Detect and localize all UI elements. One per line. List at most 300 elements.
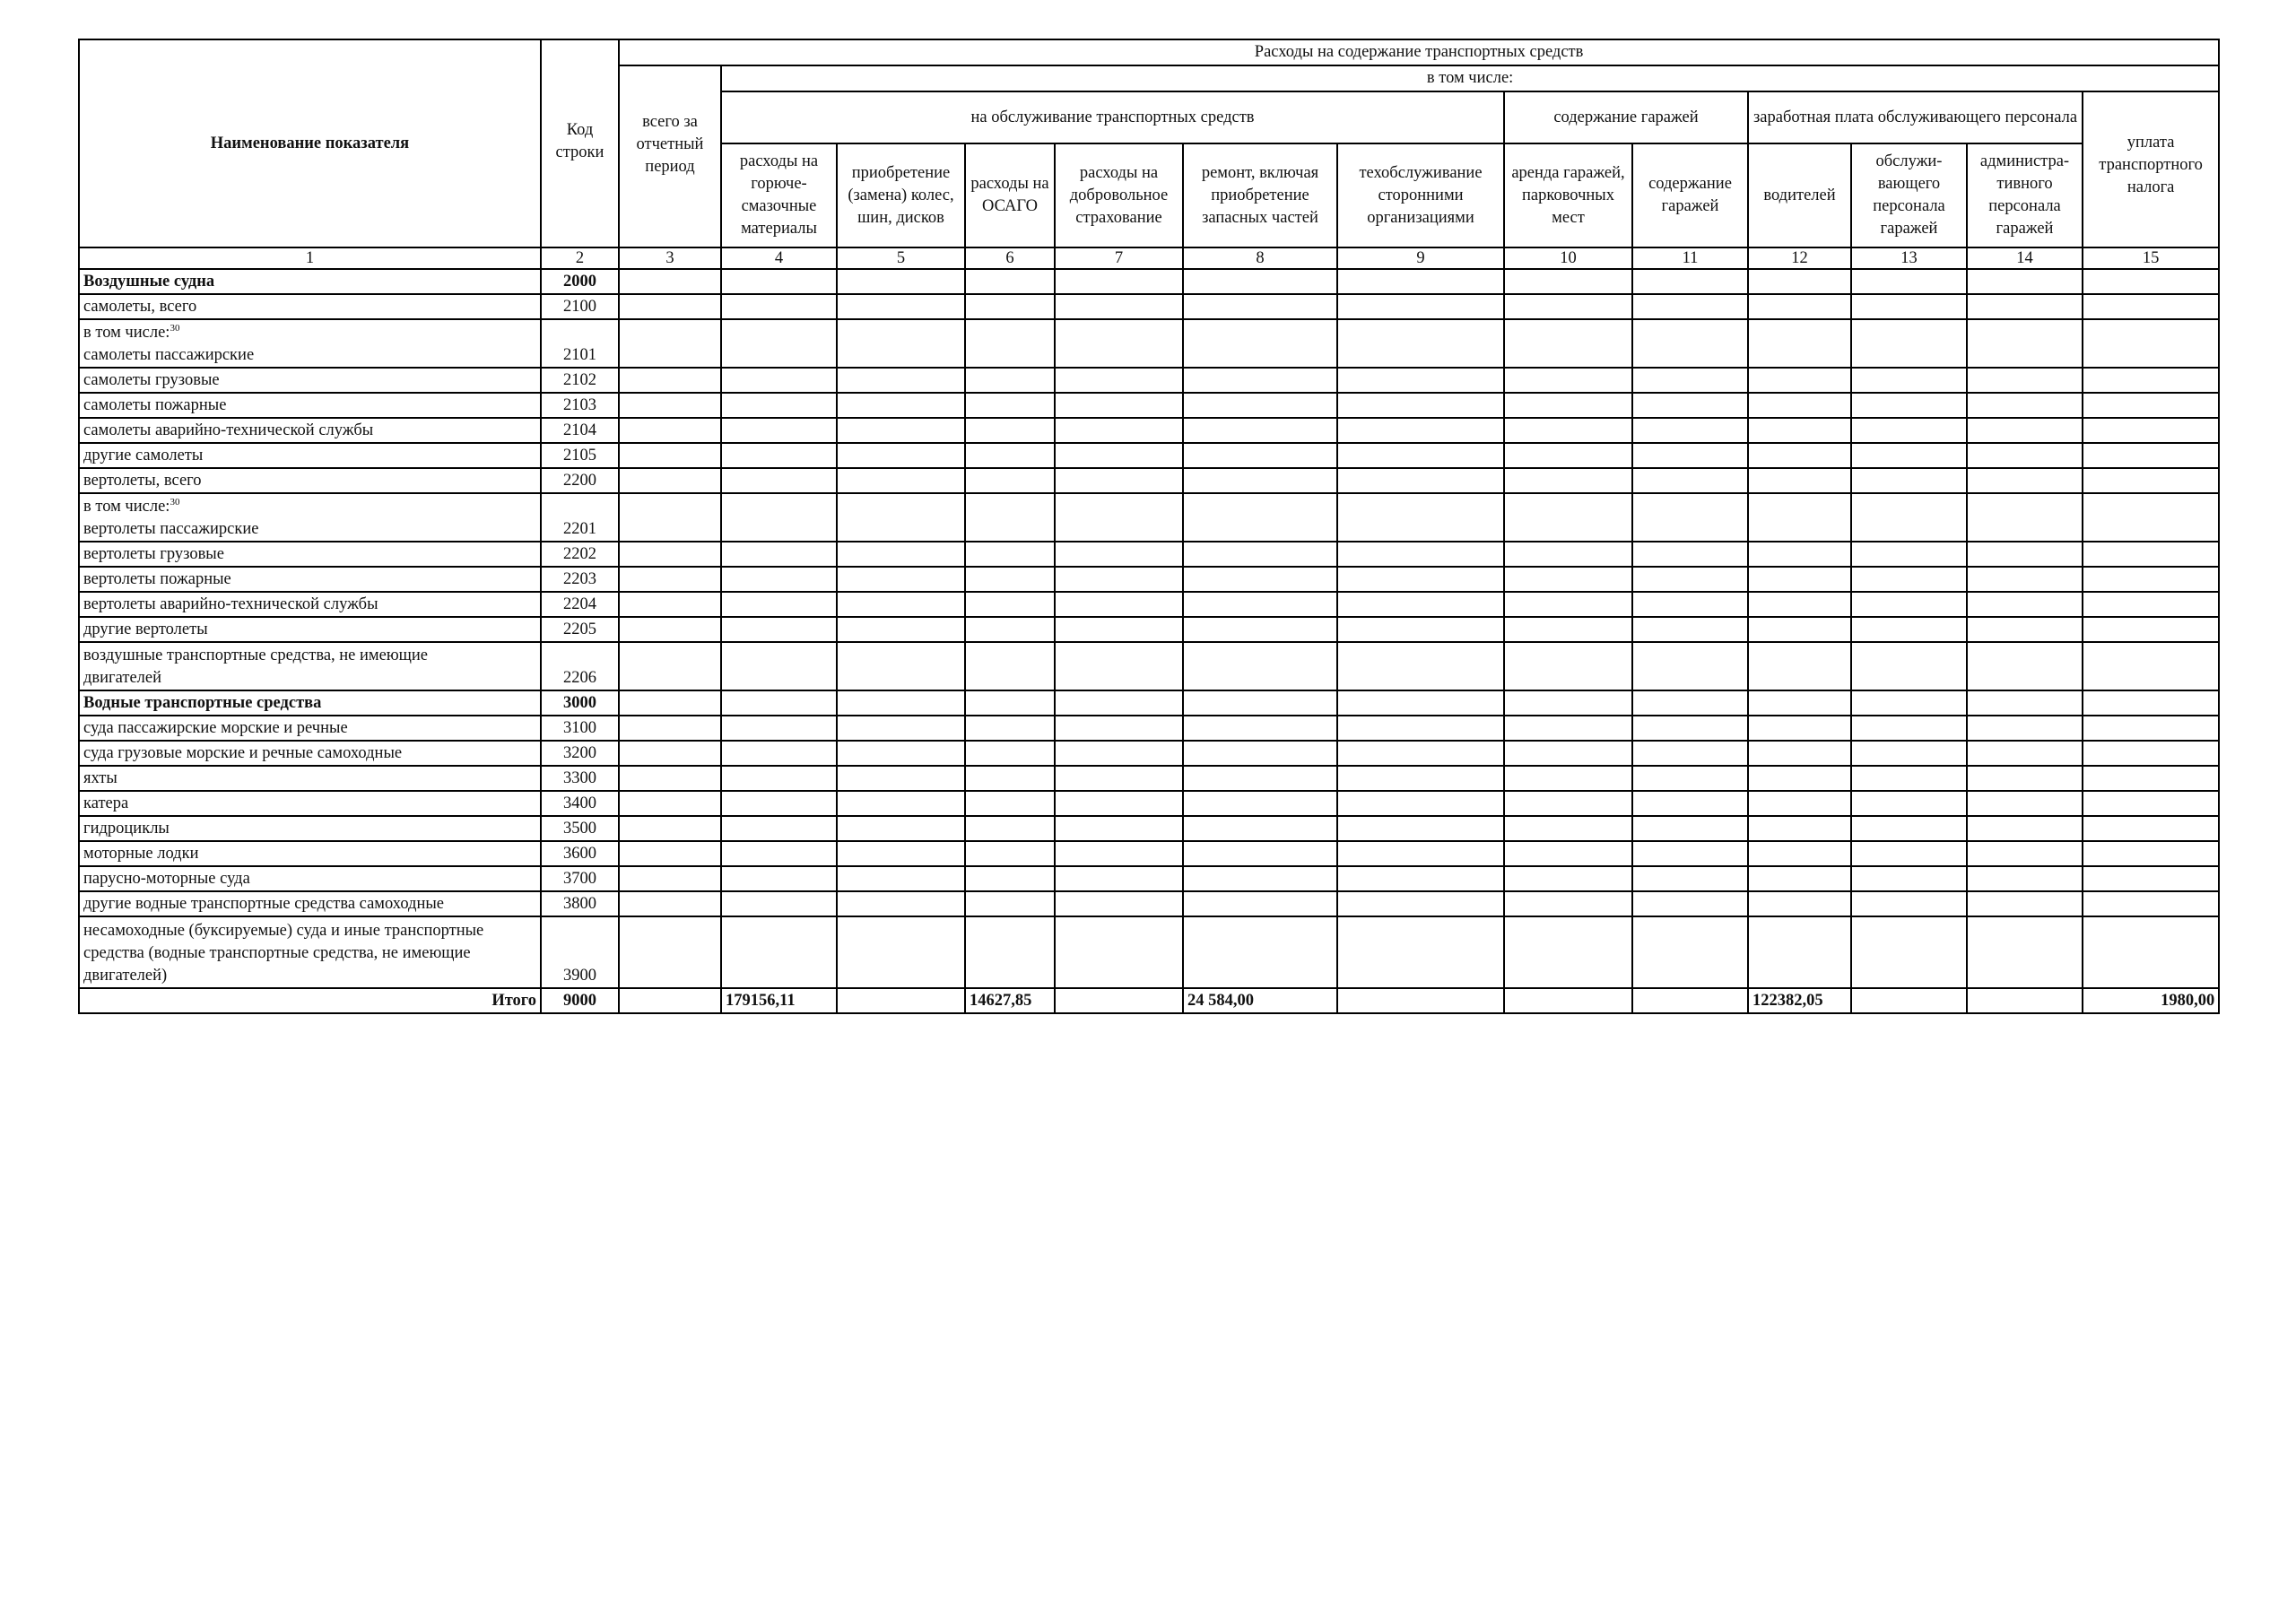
column-number: 10 xyxy=(1504,247,1632,269)
value-cell xyxy=(1851,690,1967,716)
value-cell xyxy=(837,791,965,816)
indicator-name xyxy=(79,418,541,443)
row-code: 3800 xyxy=(541,891,619,916)
value-cell xyxy=(837,642,965,690)
value-cell xyxy=(619,493,721,542)
value-cell xyxy=(1183,866,1337,891)
value-cell xyxy=(837,443,965,468)
value-cell xyxy=(721,418,837,443)
value-cell xyxy=(837,841,965,866)
value-cell xyxy=(1504,916,1632,988)
value-cell xyxy=(837,493,965,542)
value-cell xyxy=(1632,493,1748,542)
value-cell xyxy=(1337,443,1504,468)
table-row xyxy=(79,816,2219,841)
salary-header: заработная плата обслуживающего персонала xyxy=(1748,91,2083,143)
table-row xyxy=(79,393,2219,418)
indicator-name-header: Наименование показателя xyxy=(79,39,541,247)
row-code: 2205 xyxy=(541,617,619,642)
value-cell xyxy=(1337,418,1504,443)
table-row xyxy=(79,766,2219,791)
repair-header: ремонт, включая приобретение запасных частей xyxy=(1183,143,1337,247)
indicator-label: гидроциклы xyxy=(83,820,170,838)
row-code: 3400 xyxy=(541,791,619,816)
value-cell xyxy=(619,294,721,319)
value-cell xyxy=(837,368,965,393)
value-cell xyxy=(2083,716,2219,741)
value-cell xyxy=(1337,493,1504,542)
column-number: 9 xyxy=(1337,247,1504,269)
value-cell xyxy=(721,841,837,866)
value-cell xyxy=(2083,542,2219,567)
value-cell xyxy=(1851,716,1967,741)
value-cell xyxy=(837,269,965,294)
value-cell xyxy=(1967,269,2083,294)
value-cell xyxy=(1504,841,1632,866)
row-code: 2102 xyxy=(541,368,619,393)
value-cell xyxy=(1967,418,2083,443)
value-cell xyxy=(619,443,721,468)
value-cell xyxy=(721,690,837,716)
value-cell xyxy=(1851,493,1967,542)
indicator-name xyxy=(79,791,541,816)
value-cell xyxy=(1504,418,1632,443)
value-cell xyxy=(965,617,1055,642)
service-staff-header: обслужи-вающего персонала гаражей xyxy=(1851,143,1967,247)
fuel-header: расходы на горюче-смазочные материалы xyxy=(721,143,837,247)
value-cell xyxy=(1055,468,1183,493)
indicator-label: парусно-моторные суда xyxy=(83,870,250,888)
value-cell xyxy=(1183,690,1337,716)
value-cell xyxy=(1183,542,1337,567)
value-cell xyxy=(837,766,965,791)
third-party-service-header: техобслуживание сторонними организациями xyxy=(1337,143,1504,247)
value-cell xyxy=(619,368,721,393)
value-cell xyxy=(1504,567,1632,592)
value-cell xyxy=(1337,866,1504,891)
value-cell xyxy=(2083,468,2219,493)
value-cell xyxy=(837,592,965,617)
value-cell xyxy=(1504,766,1632,791)
footnote-ref: 30 xyxy=(170,322,180,334)
value-cell xyxy=(619,617,721,642)
value-cell xyxy=(1183,269,1337,294)
value-cell xyxy=(2083,567,2219,592)
value-cell xyxy=(1183,368,1337,393)
table-row xyxy=(79,690,2219,716)
value-cell xyxy=(1967,443,2083,468)
row-code: 2204 xyxy=(541,592,619,617)
value-cell xyxy=(1748,741,1851,766)
value-cell xyxy=(619,690,721,716)
subheading-label: в том числе: xyxy=(83,324,170,342)
value-cell xyxy=(965,741,1055,766)
value-cell xyxy=(1967,891,2083,916)
value-cell xyxy=(1748,891,1851,916)
value-cell xyxy=(1055,393,1183,418)
value-cell xyxy=(1967,791,2083,816)
indicator-name xyxy=(79,368,541,393)
value-cell xyxy=(721,617,837,642)
value-cell xyxy=(619,592,721,617)
value-cell xyxy=(2083,816,2219,841)
value-cell xyxy=(1055,642,1183,690)
value-cell xyxy=(1632,642,1748,690)
total-value xyxy=(1504,988,1632,1013)
value-cell xyxy=(1967,816,2083,841)
value-cell xyxy=(1851,443,1967,468)
indicator-label: катера xyxy=(83,794,129,812)
table-row xyxy=(79,542,2219,567)
value-cell xyxy=(1504,690,1632,716)
indicator-label: несамоходные (буксируемые) суда и иные транспортные средства (водные транспортные средства, не имеющие двигателей) xyxy=(83,922,484,985)
indicator-label: Воздушные судна xyxy=(83,273,215,291)
indicator-name xyxy=(79,891,541,916)
indicator-label: вертолеты аварийно-технической службы xyxy=(83,595,378,613)
column-number: 6 xyxy=(965,247,1055,269)
value-cell xyxy=(1337,269,1504,294)
value-cell xyxy=(1337,542,1504,567)
column-number: 11 xyxy=(1632,247,1748,269)
value-cell xyxy=(1967,617,2083,642)
value-cell xyxy=(1632,916,1748,988)
value-cell xyxy=(965,816,1055,841)
indicator-label: самолеты грузовые xyxy=(83,371,220,389)
value-cell xyxy=(1055,866,1183,891)
expenses-form-table xyxy=(78,39,2220,1014)
value-cell xyxy=(837,716,965,741)
table-row xyxy=(79,916,2219,988)
indicator-label: яхты xyxy=(83,769,117,787)
value-cell xyxy=(1183,443,1337,468)
table-row xyxy=(79,642,2219,690)
value-cell xyxy=(1337,916,1504,988)
value-cell xyxy=(619,567,721,592)
value-cell xyxy=(619,716,721,741)
value-cell xyxy=(1337,891,1504,916)
value-cell xyxy=(1055,294,1183,319)
value-cell xyxy=(1967,841,2083,866)
value-cell xyxy=(1967,393,2083,418)
value-cell xyxy=(721,542,837,567)
value-cell xyxy=(1632,741,1748,766)
value-cell xyxy=(619,916,721,988)
total-period-header: всего за отчетный период xyxy=(619,65,721,247)
column-number: 5 xyxy=(837,247,965,269)
value-cell xyxy=(1851,816,1967,841)
row-code: 2201 xyxy=(541,493,619,542)
value-cell xyxy=(1504,468,1632,493)
value-cell xyxy=(1632,443,1748,468)
table-row xyxy=(79,791,2219,816)
maintenance-header: на обслуживание транспортных средств xyxy=(721,91,1504,143)
value-cell xyxy=(1851,567,1967,592)
value-cell xyxy=(721,642,837,690)
value-cell xyxy=(1632,716,1748,741)
value-cell xyxy=(1055,418,1183,443)
total-value: 1980,00 xyxy=(2083,988,2219,1013)
value-cell xyxy=(1967,642,2083,690)
value-cell xyxy=(1851,393,1967,418)
indicator-name xyxy=(79,716,541,741)
voluntary-insurance-header: расходы на добровольное страхование xyxy=(1055,143,1183,247)
value-cell xyxy=(965,916,1055,988)
value-cell xyxy=(1337,841,1504,866)
indicator-name xyxy=(79,393,541,418)
column-number: 14 xyxy=(1967,247,2083,269)
value-cell xyxy=(721,294,837,319)
row-code: 2202 xyxy=(541,542,619,567)
total-value xyxy=(1337,988,1504,1013)
indicator-name xyxy=(79,542,541,567)
total-value xyxy=(837,988,965,1013)
row-code: 3600 xyxy=(541,841,619,866)
value-cell xyxy=(721,493,837,542)
value-cell xyxy=(965,393,1055,418)
value-cell xyxy=(1748,617,1851,642)
value-cell xyxy=(1967,741,2083,766)
value-cell xyxy=(1748,418,1851,443)
value-cell xyxy=(965,791,1055,816)
value-cell xyxy=(721,319,837,368)
indicator-name xyxy=(79,642,541,690)
value-cell xyxy=(965,269,1055,294)
table-row xyxy=(79,866,2219,891)
indicator-label: другие водные транспортные средства самоходные xyxy=(83,895,445,913)
value-cell xyxy=(2083,443,2219,468)
indicator-label: самолеты, всего xyxy=(83,298,197,316)
value-cell xyxy=(619,468,721,493)
indicator-name xyxy=(79,468,541,493)
value-cell xyxy=(1851,592,1967,617)
value-cell xyxy=(1337,567,1504,592)
value-cell xyxy=(2083,592,2219,617)
value-cell xyxy=(1504,891,1632,916)
value-cell xyxy=(1183,567,1337,592)
indicator-name xyxy=(79,916,541,988)
value-cell xyxy=(1632,841,1748,866)
column-number: 7 xyxy=(1055,247,1183,269)
value-cell xyxy=(1504,716,1632,741)
row-code: 3300 xyxy=(541,766,619,791)
value-cell xyxy=(1748,294,1851,319)
value-cell xyxy=(837,294,965,319)
value-cell xyxy=(2083,269,2219,294)
column-number: 8 xyxy=(1183,247,1337,269)
value-cell xyxy=(1748,493,1851,542)
value-cell xyxy=(1632,592,1748,617)
row-code: 2105 xyxy=(541,443,619,468)
value-cell xyxy=(1632,690,1748,716)
row-code: 2101 xyxy=(541,319,619,368)
value-cell xyxy=(1504,791,1632,816)
row-code: 3500 xyxy=(541,816,619,841)
value-cell xyxy=(1337,592,1504,617)
value-cell xyxy=(1183,766,1337,791)
value-cell xyxy=(2083,916,2219,988)
value-cell xyxy=(1055,716,1183,741)
value-cell xyxy=(1055,841,1183,866)
row-code: 2203 xyxy=(541,567,619,592)
value-cell xyxy=(1183,493,1337,542)
value-cell xyxy=(1504,866,1632,891)
value-cell xyxy=(619,741,721,766)
value-cell xyxy=(1851,319,1967,368)
value-cell xyxy=(721,891,837,916)
wheels-header: приобретение (замена) колес, шин, дисков xyxy=(837,143,965,247)
value-cell xyxy=(1055,443,1183,468)
row-code: 2200 xyxy=(541,468,619,493)
value-cell xyxy=(721,592,837,617)
value-cell xyxy=(1183,617,1337,642)
value-cell xyxy=(1337,393,1504,418)
value-cell xyxy=(965,690,1055,716)
value-cell xyxy=(1055,791,1183,816)
value-cell xyxy=(1967,866,2083,891)
value-cell xyxy=(1504,294,1632,319)
value-cell xyxy=(965,642,1055,690)
table-row xyxy=(79,716,2219,741)
value-cell xyxy=(2083,493,2219,542)
value-cell xyxy=(1967,319,2083,368)
value-cell xyxy=(965,468,1055,493)
table-row xyxy=(79,567,2219,592)
value-cell xyxy=(1851,916,1967,988)
row-code: 2100 xyxy=(541,294,619,319)
indicator-label: вертолеты пассажирские xyxy=(83,520,259,538)
value-cell xyxy=(2083,690,2219,716)
indicator-label: суда пассажирские морские и речные xyxy=(83,719,348,737)
indicator-label: другие самолеты xyxy=(83,447,204,464)
value-cell xyxy=(1748,542,1851,567)
value-cell xyxy=(721,443,837,468)
table-row xyxy=(79,891,2219,916)
total-value xyxy=(1851,988,1967,1013)
value-cell xyxy=(1504,816,1632,841)
indicator-label: самолеты аварийно-технической службы xyxy=(83,421,374,439)
value-cell xyxy=(721,468,837,493)
garage-rent-header: аренда гаражей, парковочных мест xyxy=(1504,143,1632,247)
indicator-label: моторные лодки xyxy=(83,845,199,863)
total-value xyxy=(1055,988,1183,1013)
value-cell xyxy=(1055,617,1183,642)
value-cell xyxy=(2083,319,2219,368)
total-value: 14627,85 xyxy=(965,988,1055,1013)
value-cell xyxy=(1055,567,1183,592)
row-code: 2104 xyxy=(541,418,619,443)
value-cell xyxy=(1504,642,1632,690)
value-cell xyxy=(837,816,965,841)
value-cell xyxy=(965,592,1055,617)
column-number: 4 xyxy=(721,247,837,269)
value-cell xyxy=(1055,493,1183,542)
value-cell xyxy=(1851,542,1967,567)
total-row-line xyxy=(79,988,2219,1013)
value-cell xyxy=(1183,916,1337,988)
value-cell xyxy=(965,866,1055,891)
value-cell xyxy=(1851,866,1967,891)
row-code: 3700 xyxy=(541,866,619,891)
expenses-header: Расходы на содержание транспортных средств xyxy=(619,39,2219,65)
drivers-header: водителей xyxy=(1748,143,1851,247)
indicator-name xyxy=(79,443,541,468)
value-cell xyxy=(619,642,721,690)
value-cell xyxy=(1748,567,1851,592)
value-cell xyxy=(1183,642,1337,690)
value-cell xyxy=(1183,891,1337,916)
value-cell xyxy=(1183,741,1337,766)
table-row xyxy=(79,468,2219,493)
value-cell xyxy=(965,319,1055,368)
indicator-name xyxy=(79,567,541,592)
value-cell xyxy=(837,891,965,916)
value-cell xyxy=(1504,617,1632,642)
value-cell xyxy=(721,766,837,791)
value-cell xyxy=(1183,468,1337,493)
value-cell xyxy=(1337,816,1504,841)
value-cell xyxy=(721,567,837,592)
value-cell xyxy=(1632,816,1748,841)
indicator-name xyxy=(79,841,541,866)
column-numbers xyxy=(79,247,2219,269)
value-cell xyxy=(1337,617,1504,642)
value-cell xyxy=(1504,393,1632,418)
value-cell xyxy=(965,294,1055,319)
value-cell xyxy=(1851,642,1967,690)
column-numbers-row xyxy=(79,247,2219,269)
indicator-name xyxy=(79,741,541,766)
column-number: 1 xyxy=(79,247,541,269)
value-cell xyxy=(2083,866,2219,891)
indicator-name xyxy=(79,592,541,617)
value-cell xyxy=(1504,319,1632,368)
value-cell xyxy=(619,269,721,294)
value-cell xyxy=(1632,567,1748,592)
value-cell xyxy=(2083,294,2219,319)
table-row xyxy=(79,443,2219,468)
indicator-name xyxy=(79,816,541,841)
value-cell xyxy=(1055,269,1183,294)
value-cell xyxy=(1504,741,1632,766)
value-cell xyxy=(1632,393,1748,418)
indicator-rows xyxy=(79,269,2219,988)
value-cell xyxy=(1183,816,1337,841)
value-cell xyxy=(619,393,721,418)
value-cell xyxy=(1632,418,1748,443)
value-cell xyxy=(1337,294,1504,319)
value-cell xyxy=(2083,617,2219,642)
indicator-name xyxy=(79,269,541,294)
row-code: 3200 xyxy=(541,741,619,766)
value-cell xyxy=(965,766,1055,791)
value-cell xyxy=(1967,916,2083,988)
value-cell xyxy=(1632,269,1748,294)
row-code-header: Код строки xyxy=(541,39,619,247)
value-cell xyxy=(2083,418,2219,443)
value-cell xyxy=(619,791,721,816)
value-cell xyxy=(721,816,837,841)
indicator-name xyxy=(79,866,541,891)
osago-header: расходы на ОСАГО xyxy=(965,143,1055,247)
total-label: Итого xyxy=(79,988,541,1013)
value-cell xyxy=(1632,468,1748,493)
indicator-label: вертолеты грузовые xyxy=(83,545,224,563)
table-row xyxy=(79,841,2219,866)
value-cell xyxy=(1337,716,1504,741)
value-cell xyxy=(1337,319,1504,368)
indicator-name xyxy=(79,319,541,368)
value-cell xyxy=(1055,368,1183,393)
